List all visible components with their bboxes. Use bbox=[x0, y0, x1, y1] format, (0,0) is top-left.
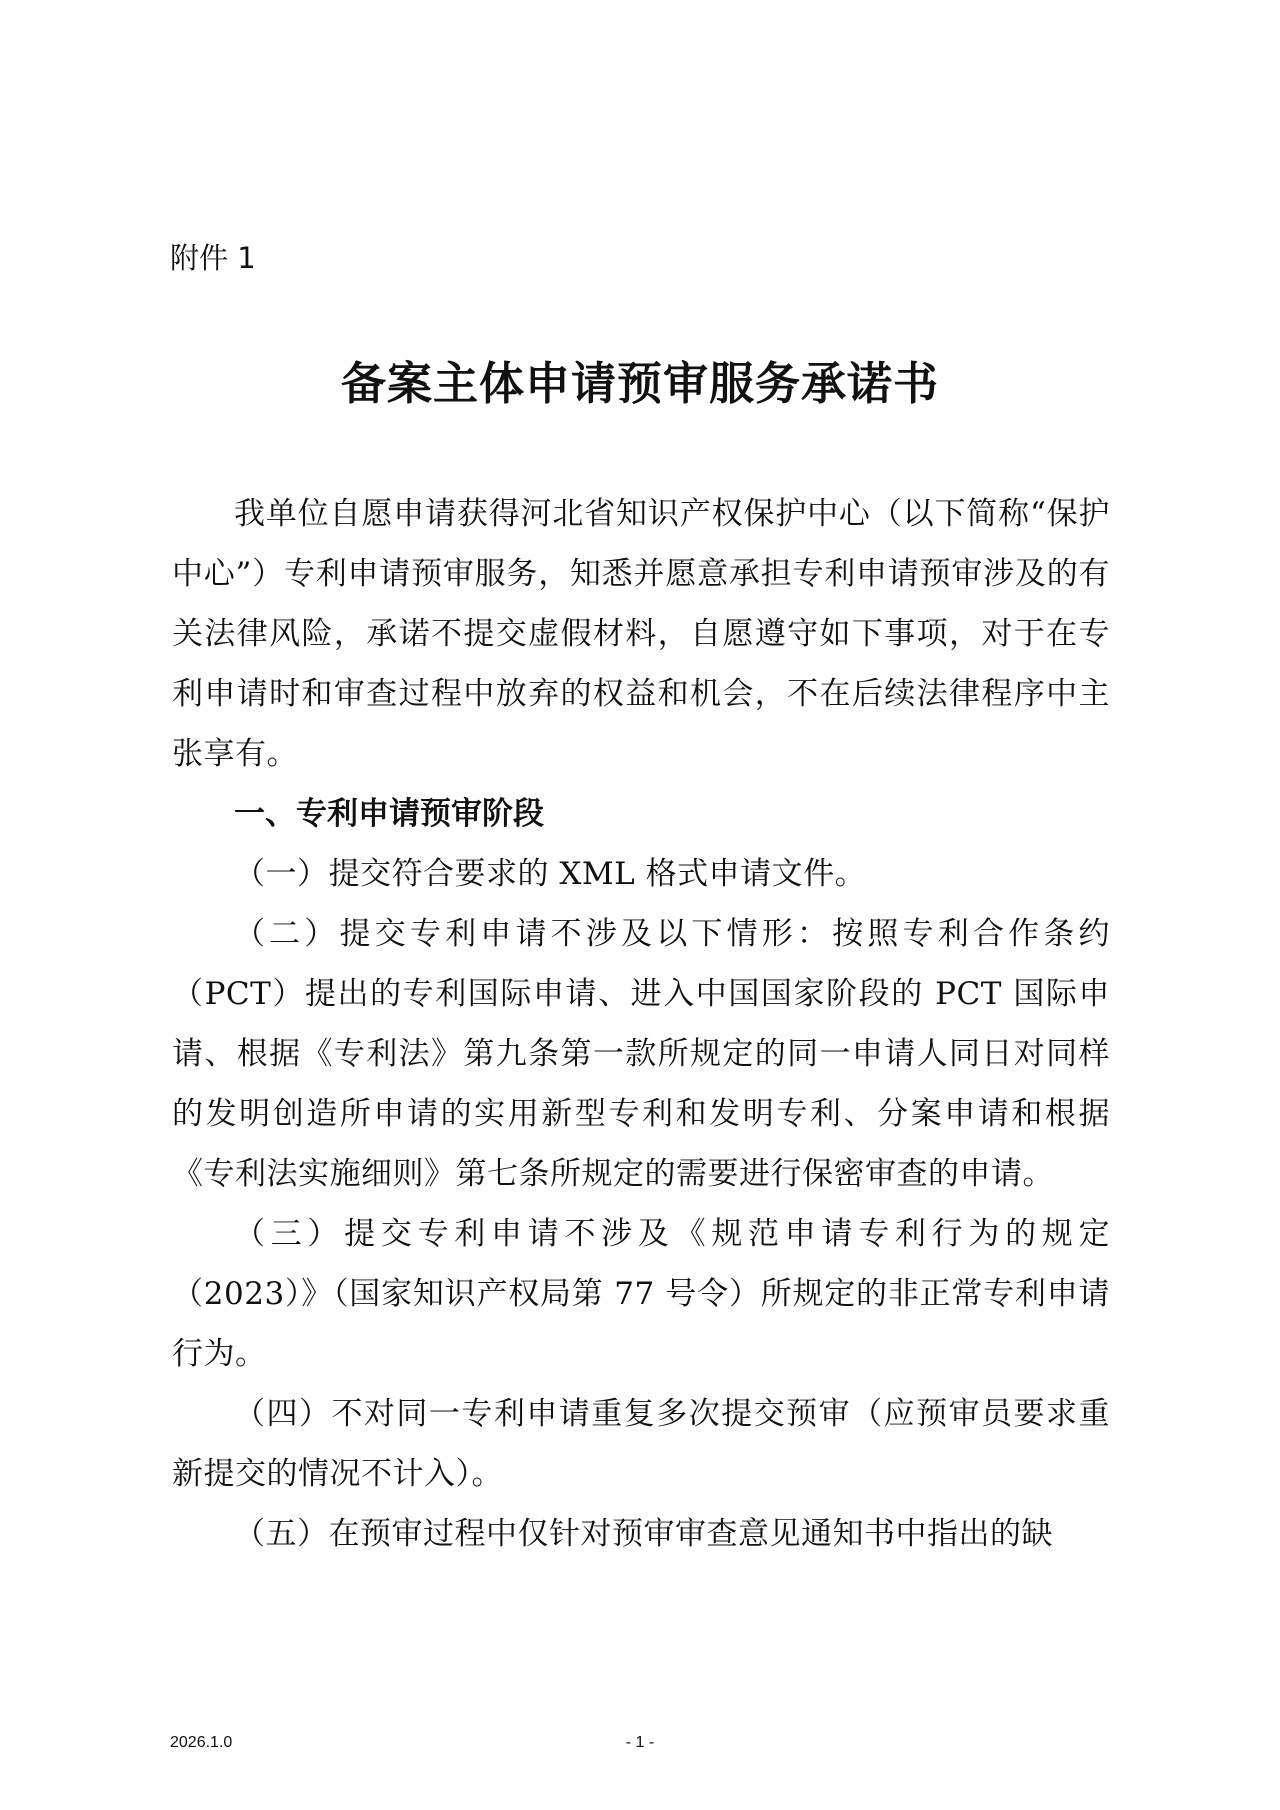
section-heading-pre-examination: 一、专利申请预审阶段 bbox=[234, 796, 544, 832]
footer-version: 2026.1.0 bbox=[170, 1734, 233, 1751]
attachment-label: 附件 1 bbox=[170, 241, 256, 275]
intro-paragraph: 我单位自愿申请获得河北省知识产权保护中心（以下简称“保护中心”）专利申请预审服务，知悉并愿意承担专利申请预审涉及的有关法律风险，承诺不提交虚假材料，自愿遵守如下事项，对于在专利申请时和审查过程中放弃的权益和机会，不在后续法律程序中主张享有。 bbox=[172, 496, 1110, 772]
item-paragraph-2: （二）提交专利申请不涉及以下情形：按照专利合作条约（PCT）提出的专利国际申请、进入中国国家阶段的 PCT 国际申请、根据《专利法》第九条第一款所规定的同一申请人同日对同样的发明创造所申请的实用新型专利和发明专利、分案申请和根据《专利法实施细则》第七条所规定的需要进行保密审查的申请。 bbox=[172, 916, 1110, 1192]
item-paragraph-1: （一）提交符合要求的 XML 格式申请文件。 bbox=[234, 856, 867, 892]
page-number: - 1 - bbox=[625, 1734, 655, 1751]
item-paragraph-5: （五）在预审过程中仅针对预审审查意见通知书中指出的缺 bbox=[234, 1516, 1053, 1552]
document-body bbox=[172, 484, 1110, 1564]
document-title: 备案主体申请预审服务承诺书 bbox=[340, 357, 939, 410]
item-paragraph-4: （四）不对同一专利申请重复多次提交预审（应预审员要求重新提交的情况不计入）。 bbox=[172, 1396, 1110, 1492]
item-paragraph-3: （三）提交专利申请不涉及《规范申请专利行为的规定（2023）》（国家知识产权局第 77 号令）所规定的非正常专利申请行为。 bbox=[172, 1216, 1110, 1372]
